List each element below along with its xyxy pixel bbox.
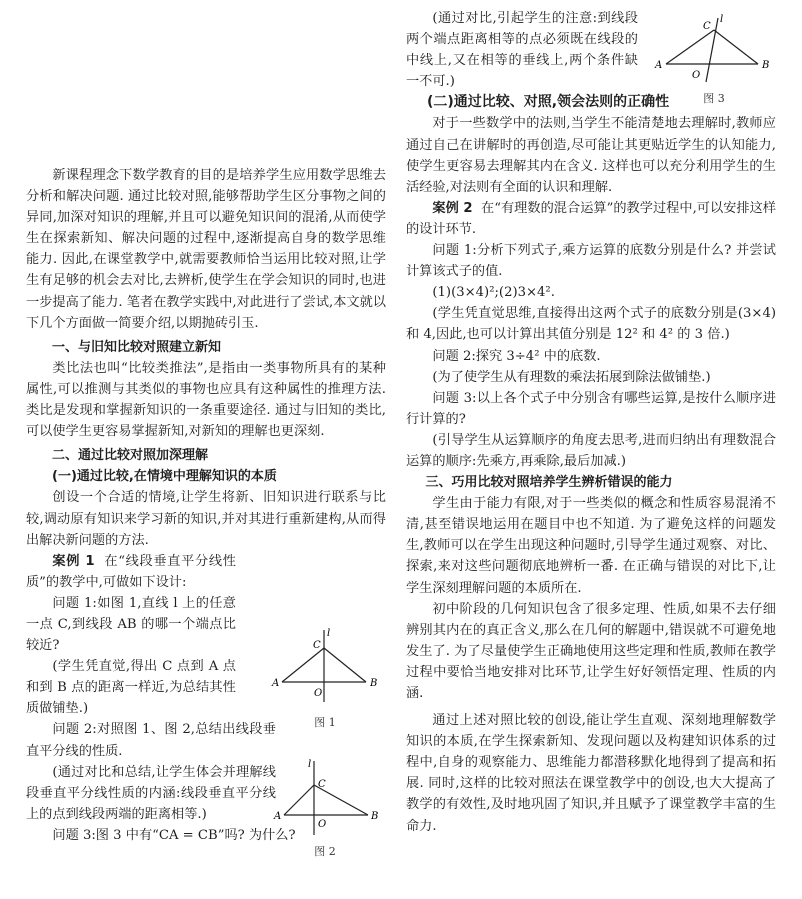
figure-1 bbox=[270, 622, 380, 730]
figure-1-diagram bbox=[270, 622, 380, 712]
fig2-label-c: C bbox=[318, 779, 326, 790]
fig2-label-b: B bbox=[371, 811, 379, 822]
fig1-label-b: B bbox=[370, 678, 378, 689]
question-1-note: (学生凭直觉,得出 C 点到 A 点和到 B 点的距离一样近,为总结其性质做铺垫.) bbox=[26, 659, 236, 717]
section-2-heading: 二、通过比较对照加深理解 bbox=[52, 448, 209, 464]
right-column bbox=[406, 0, 776, 837]
section-3-heading: 三、巧用比较对照培养学生辨析错误的能力 bbox=[425, 475, 673, 491]
case-2-text: 在“有理数的混合运算”的教学过程中,可以安排这样的设计环节. bbox=[406, 200, 776, 237]
right-question-2-note: (为了使学生从有理数的乘法拓展到除法做铺垫.) bbox=[432, 369, 711, 385]
case-1-intro bbox=[26, 551, 386, 593]
right-question-2: 问题 2:探究 3÷4² 中的底数. bbox=[432, 348, 601, 364]
subsection-2-body: 对于一些数学中的法则,当学生不能清楚地去理解时,教师应通过自己在讲解时的再创造,尽可能让其更贴近学生的认知能力,使学生更容易去理解其内在含义. 这样也可以充分利用学生的生活经验,对法则有全面的认识和理解. bbox=[406, 116, 776, 195]
figure-2-diagram bbox=[270, 757, 380, 839]
question-3: 问题 3:图 3 中有“CA = CB”吗? 为什么? bbox=[52, 827, 296, 843]
fig1-label-o: O bbox=[314, 688, 323, 699]
fig1-label-l: l bbox=[327, 628, 331, 639]
question-2: 问题 2:对照图 1、图 2,总结出线段垂直平分线的性质. bbox=[26, 722, 276, 759]
fig1-label-a: A bbox=[272, 678, 280, 689]
fig1-label-c: C bbox=[313, 640, 321, 651]
subsection-2-heading: (二)通过比较、对照,领会法则的正确性 bbox=[427, 94, 670, 111]
figure-3-caption: 图 3 bbox=[703, 92, 725, 105]
fig2-label-a: A bbox=[274, 811, 282, 822]
question-3-note: (通过对比,引起学生的注意:到线段两个端点距离相等的点必须既在线段的中线上,又在相等的垂线上,两个条件缺一不可.) bbox=[406, 11, 638, 90]
fig3-label-a: A bbox=[655, 60, 663, 71]
fig3-label-l: l bbox=[720, 14, 724, 25]
question-2-note: (通过对比和总结,让学生体会并理解线段垂直平分线性质的内涵:线段垂直平分线上的点到线段两端的距离相等.) bbox=[26, 764, 276, 822]
right-question-1-note: (学生凭直觉思维,直接得出这两个式子的底数分别是(3×4)和 4,因此,也可以计算出其值分别是 12² 和 4² 的 3 倍.) bbox=[406, 306, 776, 343]
case-1-label: 案例 1 bbox=[52, 553, 95, 569]
right-question-3-note: (引导学生从运算顺序的角度去思考,进而归纳出有理数混合运算的顺序:先乘方,再乘除,最后加减.) bbox=[406, 432, 776, 469]
right-question-1: 问题 1:分析下列式子,乘方运算的底数分别是什么? 并尝试计算该式子的值. bbox=[406, 243, 776, 280]
right-question-3: 问题 3:以上各个式子中分别含有哪些运算,是按什么顺序进行计算的? bbox=[406, 390, 776, 427]
figure-2-caption: 图 2 bbox=[314, 845, 336, 858]
fig3-label-c: C bbox=[703, 21, 711, 32]
case-1-text: 在“线段垂直平分线性质”的教学中,可做如下设计: bbox=[26, 553, 236, 590]
fig2-label-o: O bbox=[318, 819, 327, 830]
figure-3 bbox=[652, 12, 776, 106]
case-2-label: 案例 2 bbox=[432, 200, 473, 216]
intro-paragraph: 新课程理念下数学教育的目的是培养学生应用数学思维去分析和解决问题. 通过比较对照,能够帮助学生区分事物之间的异同,加深对知识的理解,并且可以避免知识间的混淆,从而使学生在探索新知、解决问题的过程中,逐渐提高自身的数学思维能力. 因此,在课堂教学中,就需要教师恰当运用比较对照,让学生有足够的机会去对比,去辨析,使学生在学会知识的同时,也进一步提高了能力. 笔者在教学实践中,对此进行了尝试,本文就以下几个方面做一简要介绍,以期抛砖引玉. bbox=[26, 168, 386, 331]
section-3-paragraph-1: 学生由于能力有限,对于一些类似的概念和性质容易混淆不清,甚至错误地运用在题目中也不知道. 为了避免这样的问题发生,教师可以在学生出现这种问题时,引导学生通过观察、对比、探索,来对这些问题彻底地辨析一番. 在正确与错误的对比下,让学生深刻理解问题的本质所在. bbox=[406, 496, 776, 596]
fig3-label-b: B bbox=[762, 60, 770, 71]
right-question-1-expression: (1)(3×4)²;(2)3×4². bbox=[432, 285, 555, 301]
subsection-1-body: 创设一个合适的情境,让学生将新、旧知识进行联系与比较,调动原有知识来学习新的知识,并对其进行重新建构,从而得出解决新问题的方法. bbox=[26, 490, 386, 548]
subsection-1-heading: (一)通过比较,在情境中理解知识的本质 bbox=[52, 469, 277, 485]
figure-1-caption: 图 1 bbox=[314, 716, 336, 729]
section-1-body: 类比法也叫“比较类推法”,是指由一类事物所具有的某种属性,可以推测与其类似的事物也应具有这种属性的推理方法. 类比是发现和掌握新知识的一条重要途径. 通过与旧知的类比,可以使学生更容易掌握新知,对新知的理解也更深刻. bbox=[26, 360, 386, 440]
section-1-heading: 一、与旧知比较对照建立新知 bbox=[52, 339, 222, 355]
case-2-intro bbox=[406, 198, 776, 240]
conclusion-paragraph: 通过上述对照比较的创设,能让学生直观、深刻地理解数学知识的本质,在学生探索新知、发现问题以及构建知识体系的过程中,自身的观察能力、思维能力都潜移默化地得到了提高和拓展. 同时,这样的比较对照法在课堂教学中的创设,也大大提高了教学的有效性,及时地巩固了知识,并且赋予了课堂教学丰富的生命力. bbox=[406, 713, 776, 834]
figure-2 bbox=[270, 757, 380, 859]
fig2-label-l: l bbox=[308, 759, 312, 770]
fig3-label-o: O bbox=[692, 70, 701, 81]
figure-3-diagram bbox=[652, 12, 776, 86]
question-1: 问题 1:如图 1,直线 l 上的任意一点 C,到线段 AB 的哪一个端点比较近? bbox=[26, 595, 236, 654]
section-3-paragraph-2: 初中阶段的几何知识包含了很多定理、性质,如果不去仔细辨别其内在的真正含义,那么在几何的解题中,错误就不可避免地发生了. 为了尽量使学生正确地使用这些定理和性质,教师在教学过程中要恰当地安排对比环节,让学生好好领悟定理、性质的内涵. bbox=[406, 601, 776, 701]
